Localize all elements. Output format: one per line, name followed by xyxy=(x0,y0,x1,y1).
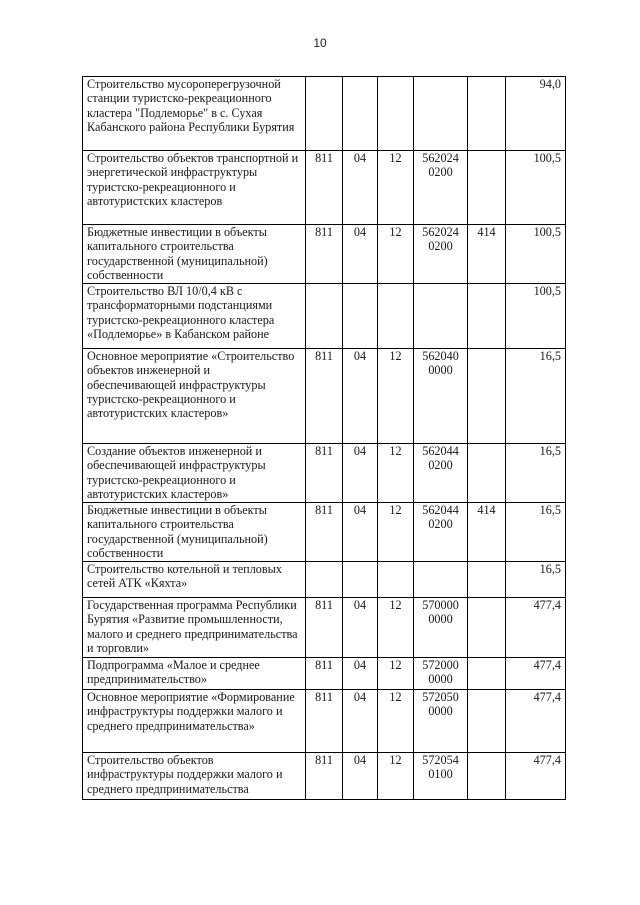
ved-cell: 811 xyxy=(306,753,343,800)
vr-cell xyxy=(468,444,506,503)
rz-cell xyxy=(343,284,378,349)
cs-cell xyxy=(414,77,468,151)
ved-cell xyxy=(306,562,343,598)
cs-cell: 562024 0200 xyxy=(414,225,468,284)
page-number: 10 xyxy=(313,36,327,50)
sum-cell: 477,4 xyxy=(506,753,566,800)
table-row xyxy=(83,284,566,349)
vr-cell xyxy=(468,284,506,349)
cs-cell xyxy=(414,284,468,349)
row-name-cell: Подпрограмма «Малое и среднее предпринимательство» xyxy=(83,658,306,690)
table-row xyxy=(83,225,566,284)
ved-cell: 811 xyxy=(306,151,343,225)
row-name-cell: Государственная программа Республики Бурятия «Развитие промышленности, малого и среднего предпринимательства и торговли» xyxy=(83,598,306,658)
vr-cell xyxy=(468,753,506,800)
cs-cell: 562044 0200 xyxy=(414,503,468,562)
cs-cell: 562024 0200 xyxy=(414,151,468,225)
row-name-cell: Строительство ВЛ 10/0,4 кВ с трансформаторными подстанциями туристско-рекреационного кластера «Подлеморье» в Кабанском районе xyxy=(83,284,306,349)
vr-cell: 414 xyxy=(468,503,506,562)
pr-cell: 12 xyxy=(378,598,414,658)
vr-cell xyxy=(468,349,506,444)
pr-cell: 12 xyxy=(378,658,414,690)
ved-cell: 811 xyxy=(306,658,343,690)
cs-cell: 562040 0000 xyxy=(414,349,468,444)
table-row xyxy=(83,562,566,598)
pr-cell: 12 xyxy=(378,503,414,562)
row-name-cell: Бюджетные инвестиции в объекты капитального строительства государственной (муниципальной) собственности xyxy=(83,225,306,284)
row-name-cell: Создание объектов инженерной и обеспечивающей инфраструктуры туристско-рекреационного и автотуристских кластеров» xyxy=(83,444,306,503)
row-name-cell: Бюджетные инвестиции в объекты капитального строительства государственной (муниципальной) собственности xyxy=(83,503,306,562)
sum-cell: 100,5 xyxy=(506,284,566,349)
rz-cell: 04 xyxy=(343,503,378,562)
cs-cell: 572054 0100 xyxy=(414,753,468,800)
ved-cell: 811 xyxy=(306,444,343,503)
pr-cell: 12 xyxy=(378,444,414,503)
rz-cell xyxy=(343,562,378,598)
budget-table xyxy=(82,76,566,800)
pr-cell xyxy=(378,562,414,598)
table-row xyxy=(83,690,566,753)
pr-cell: 12 xyxy=(378,690,414,753)
row-name-cell: Строительство мусороперегрузочной станции туристско-рекреационного кластера "Подлеморье" в с. Сухая Кабанского района Республики Бурятия xyxy=(83,77,306,151)
sum-cell: 477,4 xyxy=(506,598,566,658)
rz-cell: 04 xyxy=(343,444,378,503)
cs-cell: 572000 0000 xyxy=(414,658,468,690)
cs-cell: 572050 0000 xyxy=(414,690,468,753)
row-name-cell: Строительство объектов инфраструктуры поддержки малого и среднего предпринимательства xyxy=(83,753,306,800)
table-row xyxy=(83,349,566,444)
row-name-cell: Строительство котельной и тепловых сетей АТК «Кяхта» xyxy=(83,562,306,598)
rz-cell: 04 xyxy=(343,658,378,690)
ved-cell: 811 xyxy=(306,598,343,658)
vr-cell xyxy=(468,151,506,225)
ved-cell xyxy=(306,77,343,151)
pr-cell: 12 xyxy=(378,225,414,284)
sum-cell: 100,5 xyxy=(506,225,566,284)
vr-cell xyxy=(468,690,506,753)
rz-cell: 04 xyxy=(343,349,378,444)
table-row xyxy=(83,753,566,800)
cs-cell xyxy=(414,562,468,598)
table-row xyxy=(83,77,566,151)
rz-cell: 04 xyxy=(343,690,378,753)
pr-cell: 12 xyxy=(378,151,414,225)
table-row xyxy=(83,444,566,503)
ved-cell: 811 xyxy=(306,225,343,284)
sum-cell: 16,5 xyxy=(506,562,566,598)
pr-cell: 12 xyxy=(378,753,414,800)
rz-cell: 04 xyxy=(343,753,378,800)
ved-cell: 811 xyxy=(306,690,343,753)
vr-cell xyxy=(468,562,506,598)
row-name-cell: Основное мероприятие «Строительство объектов инженерной и обеспечивающей инфраструктуры туристско-рекреационного и автотуристских кластеров» xyxy=(83,349,306,444)
row-name-cell: Строительство объектов транспортной и энергетической инфраструктуры туристско-рекреационного и автотуристских кластеров xyxy=(83,151,306,225)
rz-cell: 04 xyxy=(343,225,378,284)
table-row xyxy=(83,503,566,562)
sum-cell: 16,5 xyxy=(506,444,566,503)
sum-cell: 94,0 xyxy=(506,77,566,151)
vr-cell xyxy=(468,658,506,690)
vr-cell xyxy=(468,598,506,658)
ved-cell xyxy=(306,284,343,349)
table-row xyxy=(83,598,566,658)
ved-cell: 811 xyxy=(306,349,343,444)
sum-cell: 477,4 xyxy=(506,658,566,690)
rz-cell xyxy=(343,77,378,151)
sum-cell: 16,5 xyxy=(506,503,566,562)
cs-cell: 570000 0000 xyxy=(414,598,468,658)
vr-cell: 414 xyxy=(468,225,506,284)
row-name-cell: Основное мероприятие «Формирование инфраструктуры поддержки малого и среднего предпринимательства» xyxy=(83,690,306,753)
vr-cell xyxy=(468,77,506,151)
pr-cell: 12 xyxy=(378,349,414,444)
sum-cell: 100,5 xyxy=(506,151,566,225)
rz-cell: 04 xyxy=(343,598,378,658)
pr-cell xyxy=(378,77,414,151)
rz-cell: 04 xyxy=(343,151,378,225)
table-row xyxy=(83,151,566,225)
pr-cell xyxy=(378,284,414,349)
table-row xyxy=(83,658,566,690)
cs-cell: 562044 0200 xyxy=(414,444,468,503)
sum-cell: 16,5 xyxy=(506,349,566,444)
ved-cell: 811 xyxy=(306,503,343,562)
sum-cell: 477,4 xyxy=(506,690,566,753)
